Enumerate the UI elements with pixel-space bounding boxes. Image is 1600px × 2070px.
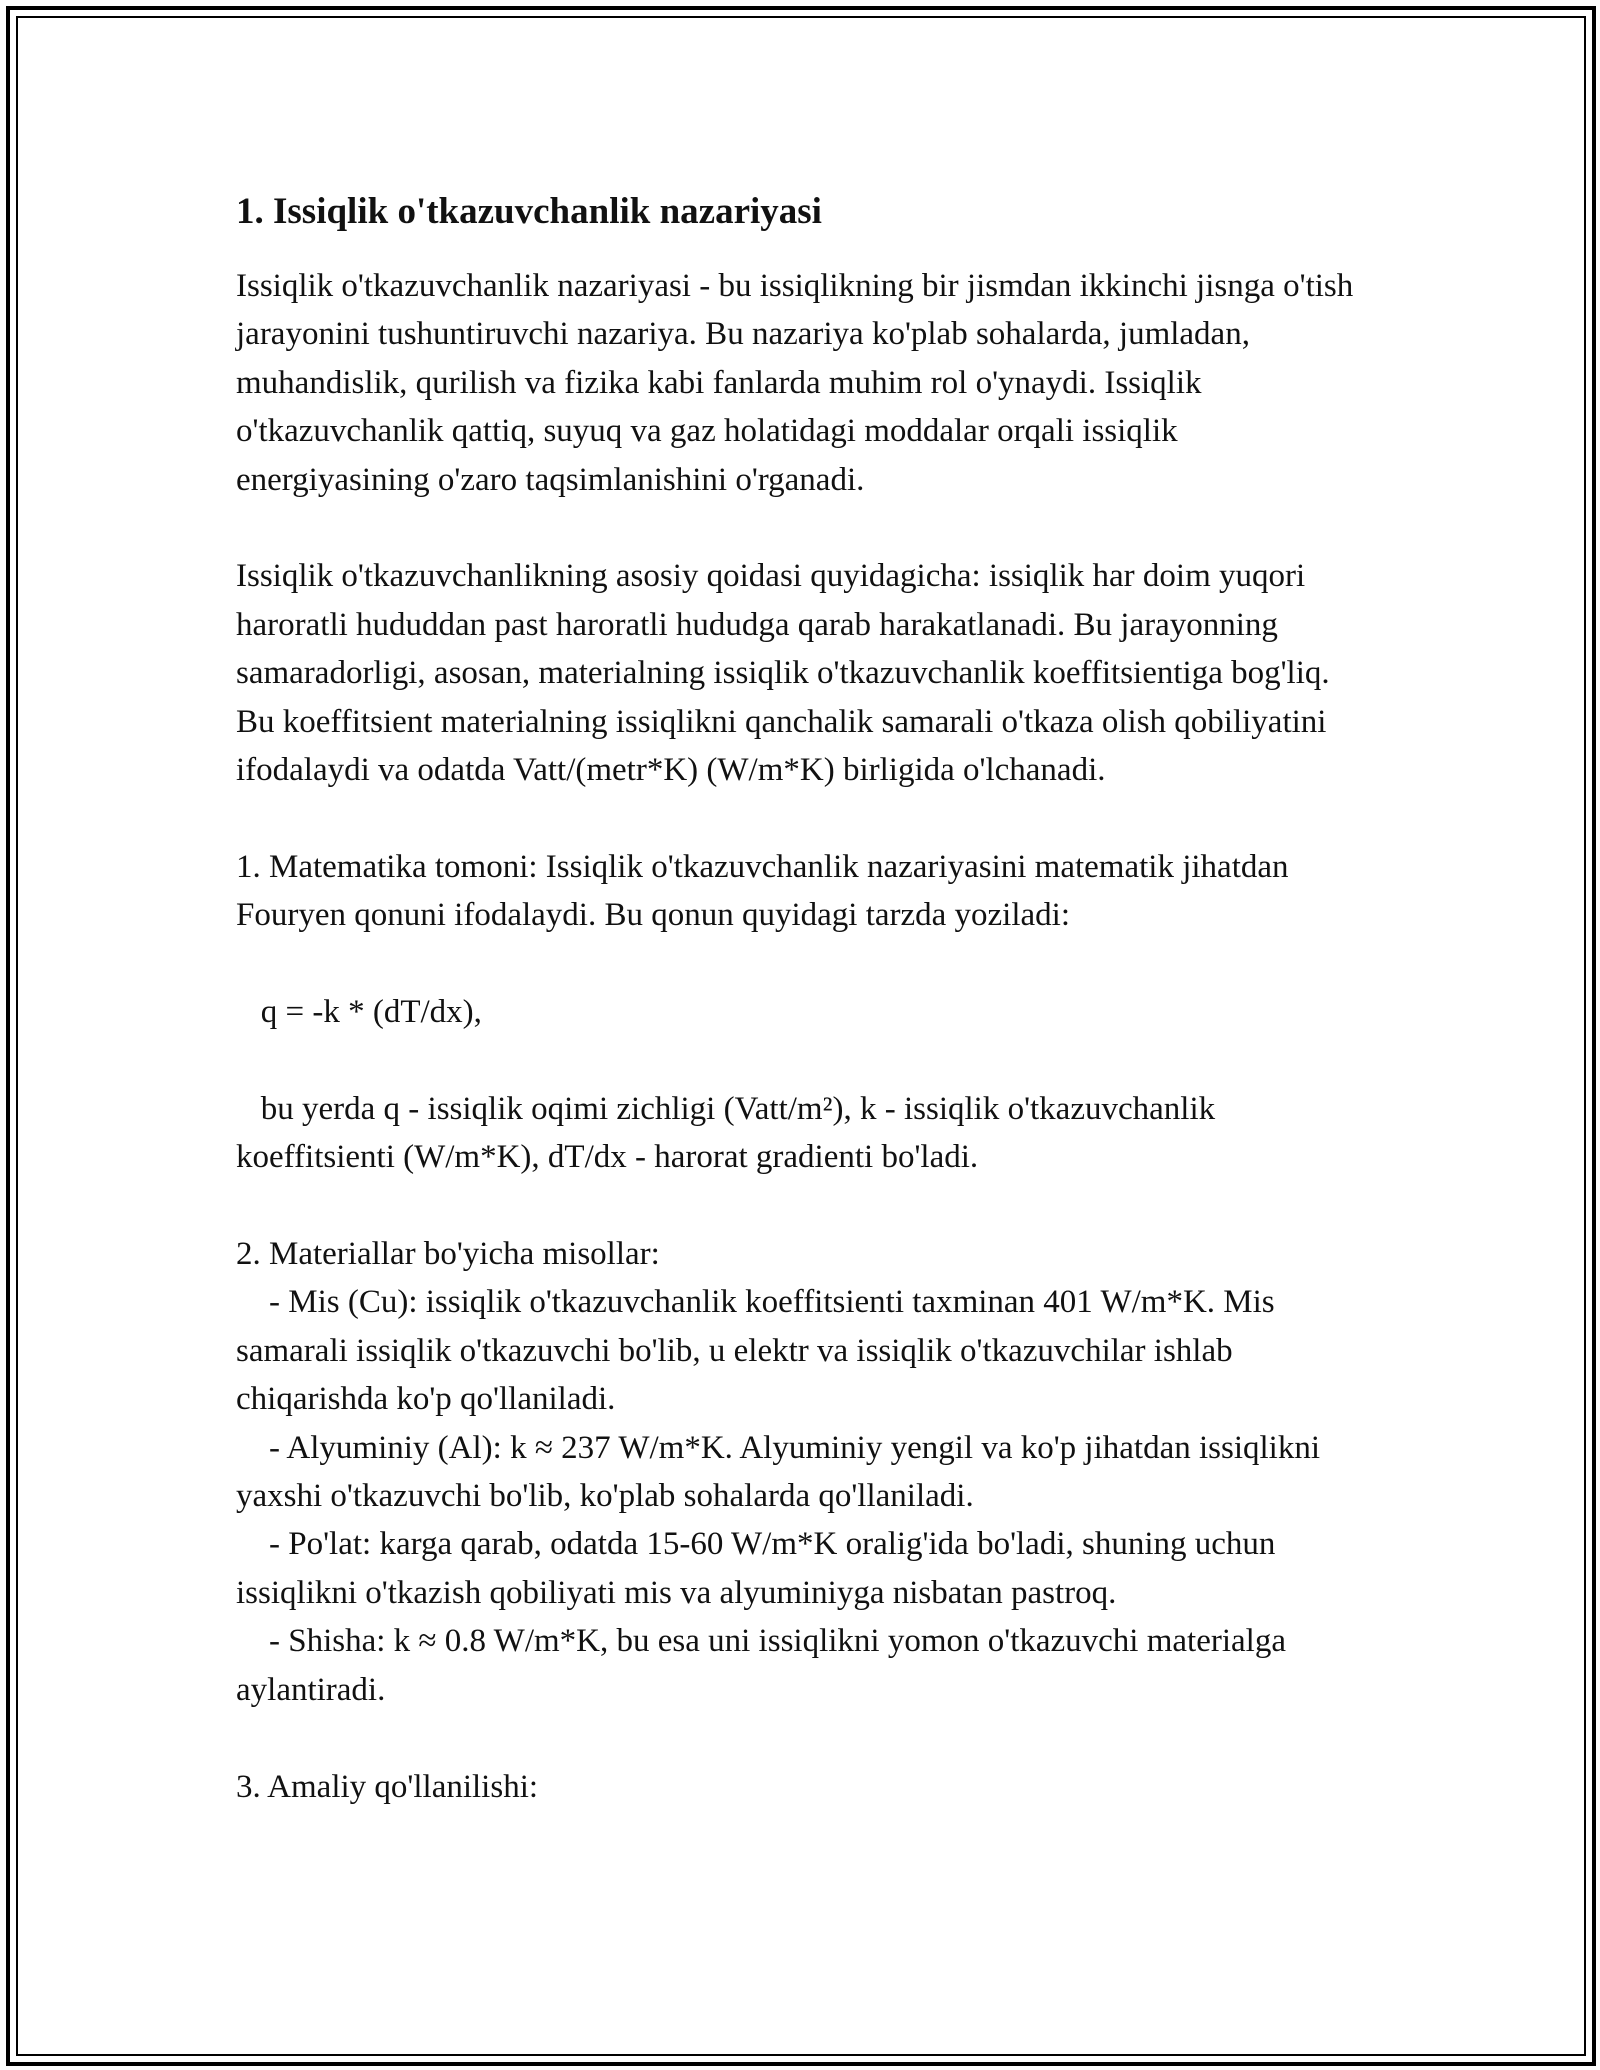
section-heading: 1. Issiqlik o'tkazuvchanlik nazariyasi — [236, 191, 822, 232]
fourier-formula: q = -k * (dT/dx), — [236, 994, 482, 1031]
intro-paragraph: Issiqlik o'tkazuvchanlik nazariyasi - bu issiqlikning bir jismdan ikkinchi jisnga o'tish jarayonini tushuntiruvchi nazariya. Bu nazariya ko'plab sohalarda, jumladan, muhandislik, qurilish va fizika kabi fanlarda muhim rol o'ynaydi. Issiqlik o'tkazuvchanlik qattiq, suyuq va gaz holatidagi moddalar orqali issiqlik energiyasining o'zaro taqsimlanishini o'rganadi. — [236, 268, 1362, 498]
applications-heading: 3. Amaliy qo'llanilishi: — [236, 1768, 539, 1805]
materials-list: 2. Materiallar bo'yicha misollar: - Mis (Cu): issiqlik o'tkazuvchanlik koeffitsienti taxminan 401 W/m*K. Mis samarali issiqlik o'tkazuvchi bo'lib, u elektr va issiqlik o'tkazuvchilar ishlab chiqarishda ko'p qo'llaniladi. - Alyuminiy (Al): k ≈ 237 W/m*K. Alyuminiy yengil va ko'p jihatdan issiqlikni yaxshi o'tkazuvchi bo'lib, ko'plab sohalarda qo'llaniladi. - Po'lat: karga qarab, odatda 15-60 W/m*K oralig'ida bo'ladi, shuning uchun issiqlikni o'tkazish qobiliyati mis va alyuminiyga nisbatan pastroq. - Shisha: k ≈ 0.8 W/m*K, bu esa uni issiqlikni yomon o'tkazuvchi materialga aylantiradi. — [236, 1236, 1320, 1708]
paragraph-spacer — [236, 1036, 1376, 1084]
document-body — [236, 188, 1376, 1811]
paragraph-spacer — [236, 794, 1376, 842]
principle-paragraph: Issiqlik o'tkazuvchanlikning asosiy qoidasi quyidagicha: issiqlik har doim yuqori haroratli hududdan past haroratli hududga qarab harakatlanadi. Bu jarayonning samaradorligi, asosan, materialning issiqlik o'tkazuvchanlik koeffitsientiga bog'liq. Bu koeffitsient materialning issiqlikni qanchalik samarali o'tkaza olish qobiliyatini ifodalaydi va odatda Vatt/(metr*K) (W/m*K) birligida o'lchanadi. — [236, 558, 1338, 789]
formula-explanation: bu yerda q - issiqlik oqimi zichligi (Vatt/m²), k - issiqlik o'tkazuvchanlik koeffitsienti (W/m*K), dT/dx - harorat gradienti bo'ladi. — [236, 1090, 1224, 1176]
paragraph-spacer — [236, 940, 1376, 988]
paragraph-spacer — [236, 1714, 1376, 1762]
paragraph-spacer — [236, 504, 1376, 552]
math-paragraph: 1. Matematika tomoni: Issiqlik o'tkazuvchanlik nazariyasini matematik jihatdan Fouryen qonuni ifodalaydi. Bu qonun quyidagi tarzda yoziladi: — [236, 848, 1297, 934]
paragraph-spacer — [236, 1182, 1376, 1230]
